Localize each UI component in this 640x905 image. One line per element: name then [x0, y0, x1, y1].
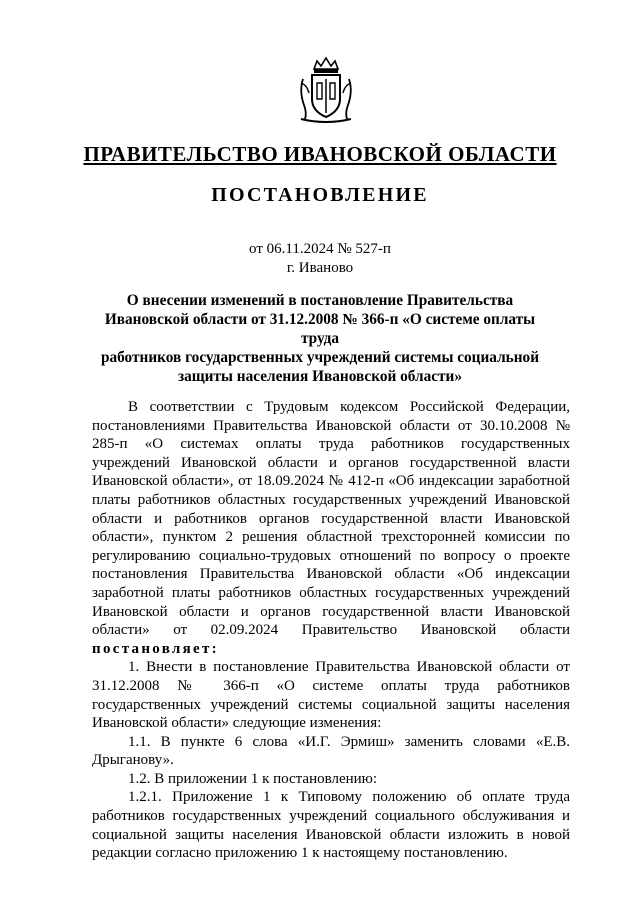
coat-of-arms-icon [295, 55, 357, 125]
resolves-word: постановляет: [92, 640, 219, 657]
document-city: г. Иваново [286, 260, 354, 276]
preamble-text: В соответствии с Трудовым кодексом Российской Федерации, постановлениями Правительства Ивановской области от 30.10.2008 № 285-п «О системах оплаты труда работников государственных учреждений Ивановской области и органов государственной власти Ивановской области», от 18.09.2024 № 412-п «Об индексации заработной платы работников областных государственных учреждений Ивановской области и работников органов государственной власти Ивановской области», пунктом 2 решения областной трехсторонней комиссии по регулированию социально-трудовых отношений по вопросу о проекте постановления Правительства Ивановской области «Об индексации заработной платы работников областных государственных учреждений Ивановской области и органов государственной власти Ивановской области» от 02.09.2024 Правительство Ивановской области [92, 399, 570, 639]
document-meta [0, 240, 640, 278]
title-line: Ивановской области от 31.12.2008 № 366-п «О системе оплаты труда [104, 311, 536, 347]
title-line: работников государственных учреждений системы социальной [100, 349, 540, 366]
paragraph-item-1-2-1: 1.2.1. Приложение 1 к Типовому положению об оплате труда работников государственных учреждений социального обслуживания и социальной защиты населения Ивановской области изложить в новой редакции согласно приложению 1 к настоящему постановлению. [92, 789, 570, 862]
paragraph-item-1-2: 1.2. В приложении 1 к постановлению: [128, 770, 378, 787]
paragraph-item-1-1: 1.1. В пункте 6 слова «И.Г. Эрмиш» заменить словами «Е.В. Дрыганову». [92, 733, 570, 769]
document-type: ПОСТАНОВЛЕНИЕ [211, 184, 429, 206]
organization-name: ПРАВИТЕЛЬСТВО ИВАНОВСКОЙ ОБЛАСТИ [83, 142, 557, 166]
paragraph-item-1: 1. Внести в постановление Правительства Ивановской области от 31.12.2008 № 366-п «О системе оплаты труда работников государственных учреждений системы социальной защиты населения Ивановской области» следующие изменения: [92, 659, 570, 732]
preamble-paragraph [92, 398, 570, 658]
document-body [92, 398, 570, 863]
title-line: О внесении изменений в постановление Правительства [126, 292, 514, 309]
title-line: защиты населения Ивановской области» [177, 368, 463, 385]
document-date-number: от 06.11.2024 № 527-п [249, 241, 391, 257]
document-title [100, 291, 540, 386]
